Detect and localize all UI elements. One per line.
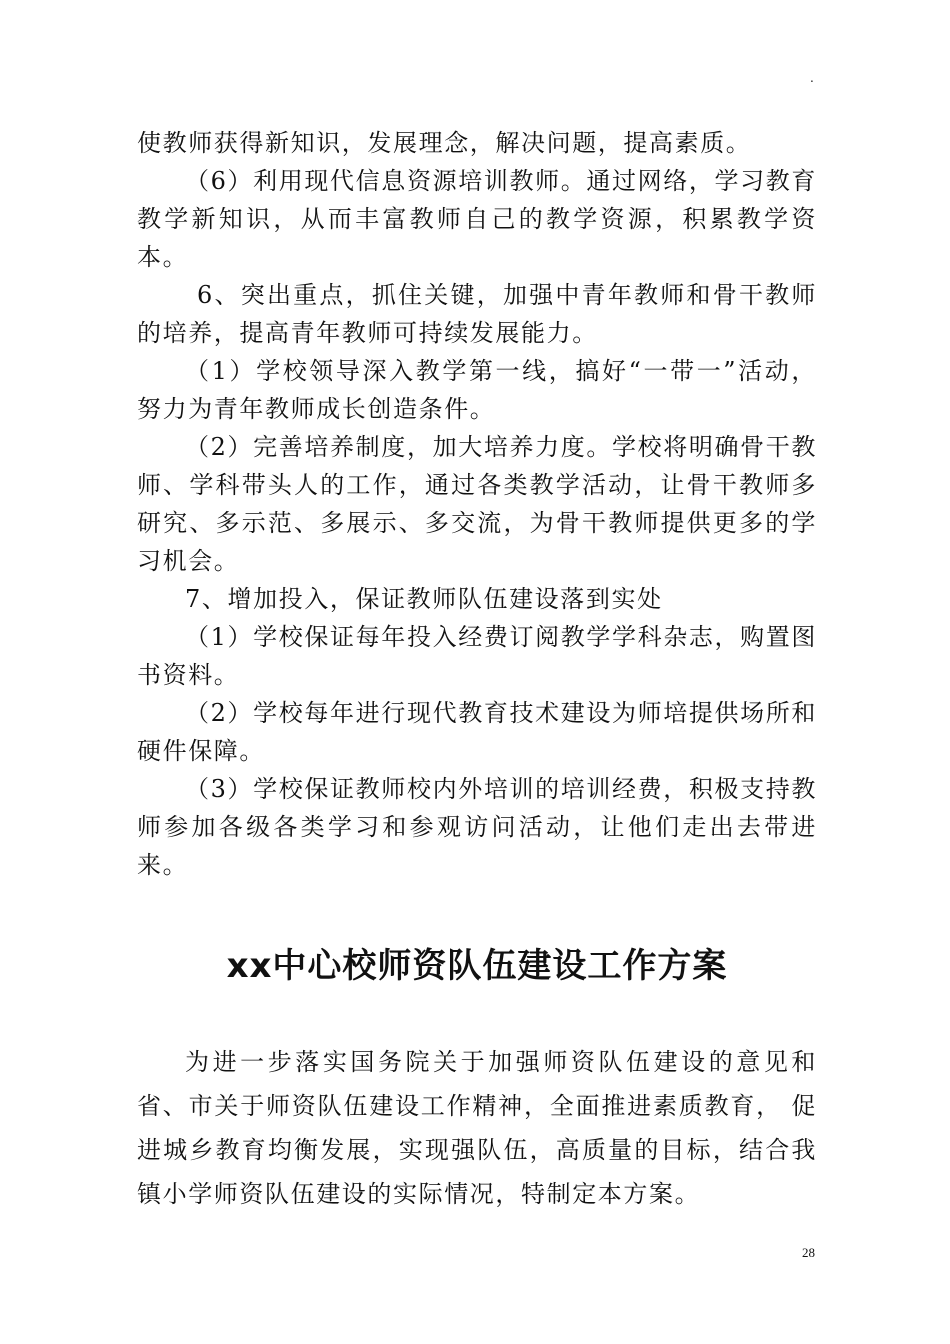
paragraph: （6）利用现代信息资源培训教师。通过网络，学习教育教学新知识，从而丰富教师自己的教学资源，积累教学资本。 xyxy=(137,167,817,271)
paragraph: （1）学校保证每年投入经费订阅教学学科杂志，购置图书资料。 xyxy=(137,623,817,689)
page-number: 28 xyxy=(802,1245,815,1260)
document-body xyxy=(137,124,817,1216)
paragraph: 使教师获得新知识，发展理念，解决问题，提高素质。 xyxy=(137,129,752,157)
paragraph: （1）学校领导深入教学第一线，搞好“一带一”活动，努力为青年教师成长创造条件。 xyxy=(137,357,817,423)
section-title: xx中心校师资队伍建设工作方案 xyxy=(226,946,728,986)
paragraph: （3）学校保证教师校内外培训的培训经费，积极支持教师参加各级各类学习和参观访问活动，让他们走出去带进来。 xyxy=(137,775,817,879)
header-mark: . xyxy=(810,71,814,85)
intro-paragraph: 为进一步落实国务院关于加强师资队伍建设的意见和省、市关于师资队伍建设工作精神，全面推进素质教育， 促进城乡教育均衡发展，实现强队伍，高质量的目标，结合我镇小学师资队伍建设的实际情况，特制定本方案。 xyxy=(137,1048,817,1208)
paragraph: 7、增加投入，保证教师队伍建设落到实处 xyxy=(185,585,663,613)
paragraph: （2）完善培养制度，加大培养力度。学校将明确骨干教师、学科带头人的工作，通过各类教学活动，让骨干教师多研究、多示范、多展示、多交流，为骨干教师提供更多的学习机会。 xyxy=(137,433,817,575)
paragraph: （2）学校每年进行现代教育技术建设为师培提供场所和硬件保障。 xyxy=(137,699,817,765)
paragraph: 6、突出重点，抓住关键，加强中青年教师和骨干教师的培养，提高青年教师可持续发展能力。 xyxy=(137,281,817,347)
